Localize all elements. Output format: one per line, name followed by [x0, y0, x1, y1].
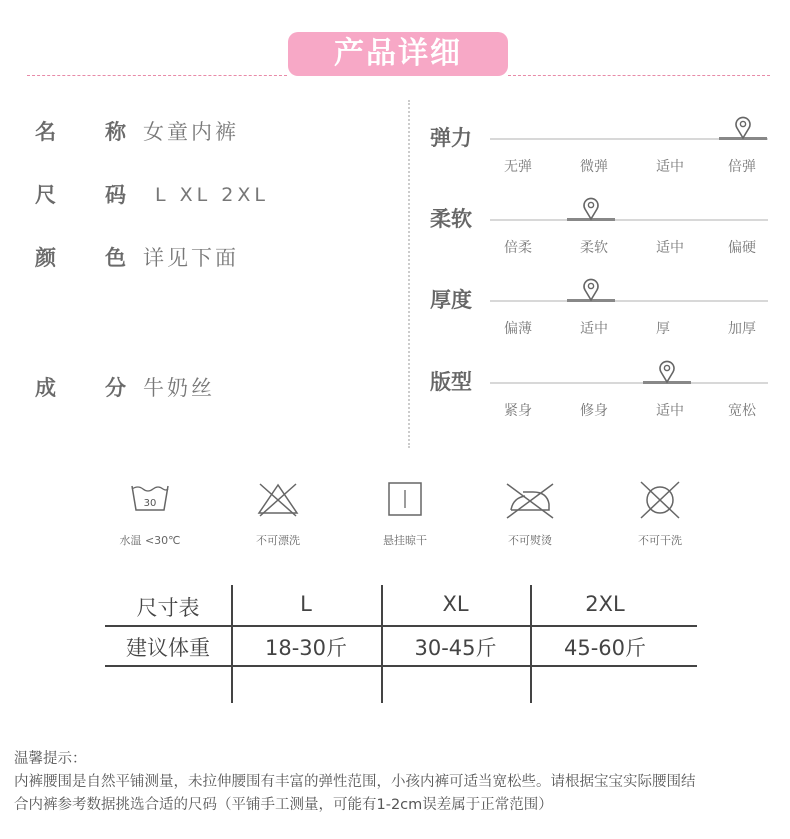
table-cell: 30-45斤: [414, 636, 497, 660]
info-key: 名: [35, 120, 56, 144]
care-dry: [355, 480, 455, 550]
info-key: 颜: [35, 246, 56, 270]
care-label: 不可干洗: [638, 534, 682, 547]
info-key: 分: [105, 376, 126, 400]
svg-text:30: 30: [143, 498, 157, 509]
care-wash: [100, 480, 200, 550]
scale-fit: [430, 366, 775, 426]
scale-label: 倍弹: [728, 159, 756, 175]
location-pin-icon: [657, 360, 677, 384]
info-value: 详见下面: [143, 246, 239, 270]
size-table: [105, 585, 697, 703]
title-dash-right: [508, 75, 770, 76]
info-key: 成: [35, 376, 56, 400]
scale-softness: [430, 203, 775, 263]
scale-label: 适中: [656, 403, 684, 419]
care-dry-clean: [610, 480, 710, 550]
no-iron-icon: [503, 480, 557, 520]
tips-line: 内裤腰围是自然平铺测量，未拉伸腰围有丰富的弹性范围，小孩内裤可适当宽松些。请根据宝宝实际腰围结: [14, 774, 696, 790]
location-pin-icon: [581, 197, 601, 221]
table-cell: 18-30斤: [264, 636, 348, 660]
wash-30-icon: [128, 480, 172, 514]
care-label: 悬挂晾干: [383, 534, 427, 547]
info-value: 牛奶丝: [143, 376, 215, 400]
scale-labels: [490, 318, 790, 338]
care-label: 不可漂洗: [256, 534, 300, 547]
tips-block: [14, 748, 784, 817]
location-pin-icon: [733, 116, 753, 140]
info-key: 称: [105, 120, 126, 144]
scale-label: 倍柔: [504, 240, 532, 256]
info-value: 女童内裤: [143, 120, 239, 144]
table-rule: [105, 625, 697, 627]
table-header-cell: L: [300, 592, 312, 616]
scale-labels: [490, 237, 790, 257]
care-label: 水温 <30℃: [119, 534, 181, 547]
scale-label: 紧身: [504, 403, 532, 419]
tips-heading: 温馨提示：: [14, 751, 87, 767]
table-header-cell: XL: [442, 592, 469, 616]
title-dash-left: [27, 75, 287, 76]
scale-label: 加厚: [728, 321, 756, 337]
scale-title: 厚度: [430, 288, 472, 312]
no-dry-clean-icon: [636, 480, 684, 520]
table-cell: 建议体重: [126, 636, 210, 660]
info-key: 色: [105, 246, 126, 270]
care-label: 不可熨烫: [508, 534, 552, 547]
info-key: 尺: [35, 183, 56, 207]
scale-track: [490, 219, 768, 221]
scale-label: 适中: [580, 321, 608, 337]
scale-thickness: [430, 284, 775, 344]
scale-elasticity: [430, 122, 775, 182]
scale-label: 偏薄: [504, 321, 532, 337]
care-bleach: [228, 480, 328, 550]
vertical-divider: [408, 100, 410, 448]
info-key: 码: [105, 183, 126, 207]
scale-title: 柔软: [430, 207, 472, 231]
tips-line: 合内裤参考数据挑选合适的尺码（平铺手工测量，可能有1-2cm误差属于正常范围）: [14, 797, 553, 813]
table-header-cell: 尺寸表: [136, 596, 200, 620]
scale-title: 版型: [430, 370, 472, 394]
scale-label: 修身: [580, 403, 608, 419]
scale-label: 适中: [656, 240, 684, 256]
scale-label: 微弹: [580, 159, 608, 175]
line-dry-icon: [385, 480, 425, 518]
scale-labels: [490, 400, 790, 420]
page-title: 产品详细: [288, 32, 508, 76]
table-rule: [105, 665, 697, 667]
scale-label: 宽松: [728, 403, 756, 419]
care-iron: [480, 480, 580, 550]
scale-track: [490, 382, 768, 384]
table-header-cell: 2XL: [585, 592, 625, 616]
scale-label: 适中: [656, 159, 684, 175]
table-cell: 45-60斤: [563, 636, 647, 660]
no-bleach-icon: [254, 480, 302, 518]
info-value: L XL 2XL: [155, 184, 269, 206]
scale-label: 柔软: [580, 240, 608, 256]
scale-label: 偏硬: [728, 240, 756, 256]
scale-title: 弹力: [430, 126, 472, 150]
title-area: [0, 0, 790, 90]
scale-track: [490, 300, 768, 302]
scale-labels: [490, 156, 790, 176]
location-pin-icon: [581, 278, 601, 302]
scale-label: 厚: [656, 321, 670, 337]
scale-label: 无弹: [504, 159, 532, 175]
